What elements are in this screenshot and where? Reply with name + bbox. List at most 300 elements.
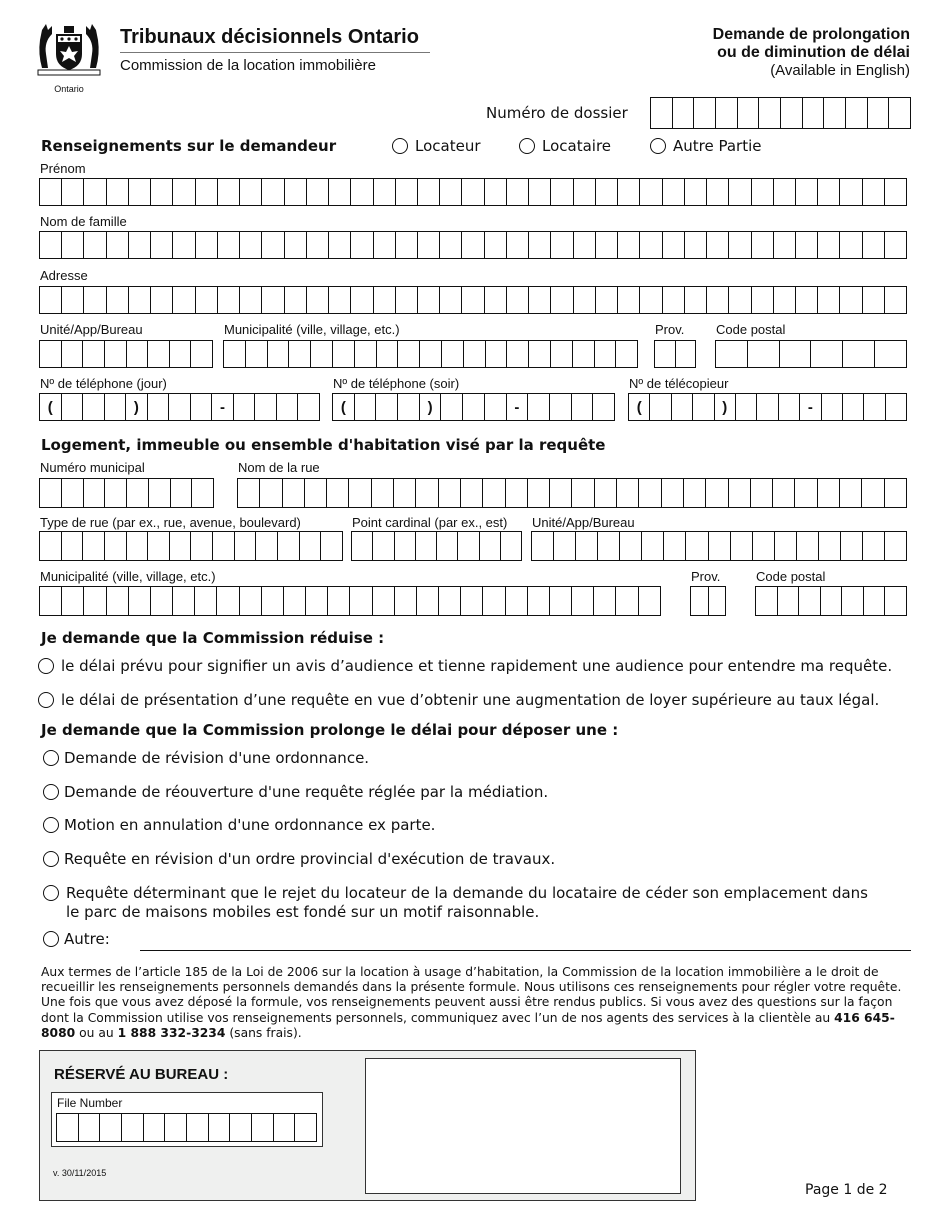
rental-prov-input-cell[interactable] xyxy=(708,587,726,615)
street-name-input-cell[interactable] xyxy=(438,479,460,507)
first-name-input-cell[interactable] xyxy=(884,179,906,205)
first-name-input-cell[interactable] xyxy=(106,179,128,205)
file-number-input-cell[interactable] xyxy=(715,98,737,128)
fax-input-cell[interactable] xyxy=(885,394,906,420)
address-input-cell[interactable] xyxy=(817,287,839,313)
direction-input-cell[interactable] xyxy=(394,532,415,560)
address-input-cell[interactable] xyxy=(150,287,172,313)
municipality-input-cell[interactable] xyxy=(310,341,332,367)
unit-input-cell[interactable] xyxy=(126,341,148,367)
last-name-input-cell[interactable] xyxy=(395,232,417,258)
phone-day-input-cell[interactable] xyxy=(276,394,298,420)
file-number-input-cell[interactable] xyxy=(737,98,759,128)
last-name-input-cell[interactable] xyxy=(106,232,128,258)
rental-municipality-input-cell[interactable] xyxy=(372,587,394,615)
office-file-number-input-cell[interactable] xyxy=(229,1114,251,1141)
street-name-input-cell[interactable] xyxy=(393,479,415,507)
municipality-input-cell[interactable] xyxy=(224,341,245,367)
first-name-input-cell[interactable] xyxy=(773,179,795,205)
extend-option-other-radio[interactable] xyxy=(43,931,59,947)
rental-unit-input-cell[interactable] xyxy=(796,532,818,560)
last-name-input-cell[interactable] xyxy=(306,232,328,258)
first-name-input-cell[interactable] xyxy=(751,179,773,205)
phone-evening-input[interactable] xyxy=(332,393,615,421)
street-name-input-cell[interactable] xyxy=(304,479,326,507)
first-name-input-cell[interactable] xyxy=(61,179,83,205)
first-name-input-cell[interactable] xyxy=(195,179,217,205)
direction-input-cell[interactable] xyxy=(479,532,500,560)
municipality-input-cell[interactable] xyxy=(615,341,637,367)
last-name-input-cell[interactable] xyxy=(373,232,395,258)
first-name-input-cell[interactable] xyxy=(128,179,150,205)
phone-evening-input-cell[interactable] xyxy=(375,394,397,420)
extend-option-work-order[interactable] xyxy=(43,850,555,868)
phone-day-input-cell[interactable] xyxy=(82,394,104,420)
street-name-input-cell[interactable] xyxy=(482,479,504,507)
role-tenant-radio[interactable] xyxy=(519,138,535,154)
last-name-input-cell[interactable] xyxy=(728,232,750,258)
rental-municipality-input-cell[interactable] xyxy=(571,587,593,615)
first-name-input-cell[interactable] xyxy=(662,179,684,205)
rental-municipality-input-cell[interactable] xyxy=(438,587,460,615)
address-input-cell[interactable] xyxy=(684,287,706,313)
office-file-number-input-cell[interactable] xyxy=(251,1114,273,1141)
address-input-cell[interactable] xyxy=(417,287,439,313)
municipality-input-cell[interactable] xyxy=(572,341,594,367)
rental-municipality-input-cell[interactable] xyxy=(83,587,105,615)
first-name-input-cell[interactable] xyxy=(284,179,306,205)
last-name-input-cell[interactable] xyxy=(350,232,372,258)
fax-input-cell[interactable] xyxy=(649,394,670,420)
street-name-input[interactable] xyxy=(237,478,907,508)
postal-input-cell[interactable] xyxy=(747,341,779,367)
street-number-input[interactable] xyxy=(39,478,214,508)
direction-input-cell[interactable] xyxy=(436,532,457,560)
prov-input[interactable] xyxy=(654,340,696,368)
first-name-input-cell[interactable] xyxy=(506,179,528,205)
first-name-input[interactable] xyxy=(39,178,907,206)
address-input-cell[interactable] xyxy=(373,287,395,313)
rental-unit-input[interactable] xyxy=(531,531,907,561)
phone-day-input-cell[interactable] xyxy=(297,394,319,420)
municipality-input-cell[interactable] xyxy=(376,341,398,367)
other-text-line[interactable] xyxy=(140,950,911,951)
extend-option-other[interactable] xyxy=(43,930,110,948)
address-input-cell[interactable] xyxy=(506,287,528,313)
last-name-input-cell[interactable] xyxy=(706,232,728,258)
phone-evening-input-cell[interactable] xyxy=(462,394,484,420)
address-input-cell[interactable] xyxy=(862,287,884,313)
street-name-input-cell[interactable] xyxy=(259,479,281,507)
street-name-input-cell[interactable] xyxy=(571,479,593,507)
unit-input-cell[interactable] xyxy=(82,341,104,367)
rental-unit-input-cell[interactable] xyxy=(553,532,575,560)
address-input-cell[interactable] xyxy=(350,287,372,313)
last-name-input-cell[interactable] xyxy=(439,232,461,258)
rental-unit-input-cell[interactable] xyxy=(708,532,730,560)
direction-input-cell[interactable] xyxy=(457,532,478,560)
street-name-input-cell[interactable] xyxy=(661,479,683,507)
address-input-cell[interactable] xyxy=(595,287,617,313)
rental-municipality-input-cell[interactable] xyxy=(40,587,61,615)
last-name-input-cell[interactable] xyxy=(817,232,839,258)
address-input-cell[interactable] xyxy=(128,287,150,313)
rental-postal-input[interactable] xyxy=(755,586,907,616)
rental-municipality-input-cell[interactable] xyxy=(460,587,482,615)
street-name-input-cell[interactable] xyxy=(371,479,393,507)
address-input-cell[interactable] xyxy=(61,287,83,313)
rental-municipality-input-cell[interactable] xyxy=(61,587,83,615)
street-number-input-cell[interactable] xyxy=(40,479,61,507)
last-name-input-cell[interactable] xyxy=(150,232,172,258)
office-file-number-input-cell[interactable] xyxy=(99,1114,121,1141)
last-name-input-cell[interactable] xyxy=(128,232,150,258)
last-name-input-cell[interactable] xyxy=(40,232,61,258)
rental-unit-input-cell[interactable] xyxy=(774,532,796,560)
municipality-input-cell[interactable] xyxy=(245,341,267,367)
unit-input-cell[interactable] xyxy=(169,341,191,367)
rental-unit-input-cell[interactable] xyxy=(619,532,641,560)
last-name-input-cell[interactable] xyxy=(284,232,306,258)
street-type-input-cell[interactable] xyxy=(190,532,212,560)
office-file-number-input-cell[interactable] xyxy=(57,1114,78,1141)
last-name-input-cell[interactable] xyxy=(217,232,239,258)
rental-municipality-input-cell[interactable] xyxy=(394,587,416,615)
street-name-input-cell[interactable] xyxy=(348,479,370,507)
rental-postal-input-cell[interactable] xyxy=(798,587,820,615)
street-type-input-cell[interactable] xyxy=(147,532,169,560)
office-file-number-input-cell[interactable] xyxy=(294,1114,316,1141)
phone-day-input-cell[interactable] xyxy=(190,394,212,420)
last-name-input-cell[interactable] xyxy=(617,232,639,258)
rental-unit-input-cell[interactable] xyxy=(818,532,840,560)
street-name-input-cell[interactable] xyxy=(549,479,571,507)
municipality-input-cell[interactable] xyxy=(419,341,441,367)
first-name-input-cell[interactable] xyxy=(817,179,839,205)
street-type-input-cell[interactable] xyxy=(234,532,256,560)
rental-postal-input-cell[interactable] xyxy=(863,587,885,615)
first-name-input-cell[interactable] xyxy=(706,179,728,205)
address-input-cell[interactable] xyxy=(439,287,461,313)
address-input-cell[interactable] xyxy=(728,287,750,313)
office-file-number-input-cell[interactable] xyxy=(143,1114,165,1141)
address-input-cell[interactable] xyxy=(239,287,261,313)
file-number-input[interactable] xyxy=(650,97,911,129)
prov-input-cell[interactable] xyxy=(655,341,675,367)
extend-option-ex-parte[interactable] xyxy=(43,816,435,834)
municipality-input-cell[interactable] xyxy=(397,341,419,367)
rental-unit-input-cell[interactable] xyxy=(840,532,862,560)
rental-municipality-input-cell[interactable] xyxy=(194,587,216,615)
last-name-input-cell[interactable] xyxy=(328,232,350,258)
street-name-input-cell[interactable] xyxy=(415,479,437,507)
phone-day-input-cell[interactable] xyxy=(104,394,126,420)
street-name-input-cell[interactable] xyxy=(594,479,616,507)
street-name-input-cell[interactable] xyxy=(705,479,727,507)
street-name-input-cell[interactable] xyxy=(861,479,883,507)
postal-input-cell[interactable] xyxy=(842,341,874,367)
street-type-input-cell[interactable] xyxy=(126,532,148,560)
last-name-input-cell[interactable] xyxy=(484,232,506,258)
street-number-input-cell[interactable] xyxy=(148,479,170,507)
office-file-number-input-cell[interactable] xyxy=(78,1114,100,1141)
street-name-input-cell[interactable] xyxy=(683,479,705,507)
postal-input-cell[interactable] xyxy=(874,341,906,367)
address-input-cell[interactable] xyxy=(261,287,283,313)
first-name-input-cell[interactable] xyxy=(239,179,261,205)
street-name-input-cell[interactable] xyxy=(282,479,304,507)
rental-municipality-input-cell[interactable] xyxy=(239,587,261,615)
unit-input-cell[interactable] xyxy=(40,341,61,367)
address-input-cell[interactable] xyxy=(172,287,194,313)
file-number-input-cell[interactable] xyxy=(651,98,672,128)
street-name-input-cell[interactable] xyxy=(326,479,348,507)
first-name-input-cell[interactable] xyxy=(417,179,439,205)
fax-input-cell[interactable] xyxy=(756,394,777,420)
rental-unit-input-cell[interactable] xyxy=(532,532,553,560)
phone-evening-input-cell[interactable] xyxy=(592,394,614,420)
phone-evening-input-cell[interactable] xyxy=(397,394,419,420)
rental-municipality-input-cell[interactable] xyxy=(638,587,660,615)
postal-input-cell[interactable] xyxy=(779,341,811,367)
office-file-number-input-cell[interactable] xyxy=(208,1114,230,1141)
role-tenant[interactable] xyxy=(519,137,611,155)
rental-postal-input-cell[interactable] xyxy=(820,587,842,615)
municipality-input-cell[interactable] xyxy=(288,341,310,367)
file-number-input-cell[interactable] xyxy=(823,98,845,128)
municipality-input-cell[interactable] xyxy=(485,341,507,367)
street-name-input-cell[interactable] xyxy=(460,479,482,507)
first-name-input-cell[interactable] xyxy=(328,179,350,205)
first-name-input-cell[interactable] xyxy=(862,179,884,205)
last-name-input-cell[interactable] xyxy=(573,232,595,258)
phone-day-input-cell[interactable] xyxy=(147,394,169,420)
street-name-input-cell[interactable] xyxy=(527,479,549,507)
file-number-input-cell[interactable] xyxy=(780,98,802,128)
last-name-input-cell[interactable] xyxy=(639,232,661,258)
rental-municipality-input-cell[interactable] xyxy=(505,587,527,615)
reduce-option-rent[interactable] xyxy=(38,691,879,709)
municipality-input-cell[interactable] xyxy=(594,341,616,367)
street-name-input-cell[interactable] xyxy=(728,479,750,507)
address-input-cell[interactable] xyxy=(617,287,639,313)
phone-evening-input-cell[interactable] xyxy=(354,394,376,420)
first-name-input-cell[interactable] xyxy=(350,179,372,205)
street-number-input-cell[interactable] xyxy=(170,479,192,507)
unit-input-cell[interactable] xyxy=(147,341,169,367)
rental-municipality-input-cell[interactable] xyxy=(416,587,438,615)
phone-evening-input-cell[interactable] xyxy=(484,394,506,420)
extend-option-review-radio[interactable] xyxy=(43,750,59,766)
direction-input-cell[interactable] xyxy=(415,532,436,560)
direction-input-cell[interactable] xyxy=(500,532,521,560)
fax-input[interactable] xyxy=(628,393,907,421)
role-landlord-radio[interactable] xyxy=(392,138,408,154)
street-number-input-cell[interactable] xyxy=(61,479,83,507)
first-name-input-cell[interactable] xyxy=(595,179,617,205)
rental-municipality-input-cell[interactable] xyxy=(172,587,194,615)
phone-day-input-cell[interactable] xyxy=(254,394,276,420)
rental-unit-input-cell[interactable] xyxy=(862,532,884,560)
direction-input-cell[interactable] xyxy=(372,532,393,560)
municipality-input[interactable] xyxy=(223,340,638,368)
street-number-input-cell[interactable] xyxy=(191,479,213,507)
rental-municipality-input-cell[interactable] xyxy=(327,587,349,615)
rental-prov-input[interactable] xyxy=(690,586,726,616)
rental-municipality-input-cell[interactable] xyxy=(128,587,150,615)
phone-evening-input-cell[interactable] xyxy=(440,394,462,420)
direction-input-cell[interactable] xyxy=(352,532,372,560)
reduce-option-rent-radio[interactable] xyxy=(38,692,54,708)
first-name-input-cell[interactable] xyxy=(395,179,417,205)
rental-unit-input-cell[interactable] xyxy=(884,532,906,560)
municipality-input-cell[interactable] xyxy=(506,341,528,367)
address-input-cell[interactable] xyxy=(217,287,239,313)
street-name-input-cell[interactable] xyxy=(505,479,527,507)
fax-input-cell[interactable] xyxy=(863,394,884,420)
address-input-cell[interactable] xyxy=(461,287,483,313)
first-name-input-cell[interactable] xyxy=(306,179,328,205)
first-name-input-cell[interactable] xyxy=(373,179,395,205)
phone-day-input-cell[interactable] xyxy=(168,394,190,420)
first-name-input-cell[interactable] xyxy=(150,179,172,205)
address-input-cell[interactable] xyxy=(395,287,417,313)
street-type-input-cell[interactable] xyxy=(277,532,299,560)
street-type-input-cell[interactable] xyxy=(104,532,126,560)
address-input-cell[interactable] xyxy=(884,287,906,313)
rental-unit-input-cell[interactable] xyxy=(641,532,663,560)
file-number-input-cell[interactable] xyxy=(802,98,824,128)
role-other[interactable] xyxy=(650,137,762,155)
last-name-input-cell[interactable] xyxy=(684,232,706,258)
street-type-input-cell[interactable] xyxy=(169,532,191,560)
rental-postal-input-cell[interactable] xyxy=(756,587,777,615)
unit-input-cell[interactable] xyxy=(190,341,212,367)
rental-unit-input-cell[interactable] xyxy=(752,532,774,560)
last-name-input-cell[interactable] xyxy=(461,232,483,258)
address-input-cell[interactable] xyxy=(751,287,773,313)
address-input-cell[interactable] xyxy=(528,287,550,313)
street-name-input-cell[interactable] xyxy=(616,479,638,507)
first-name-input-cell[interactable] xyxy=(839,179,861,205)
unit-input-cell[interactable] xyxy=(61,341,83,367)
extend-option-mediation[interactable] xyxy=(43,783,548,801)
prov-input-cell[interactable] xyxy=(675,341,696,367)
first-name-input-cell[interactable] xyxy=(439,179,461,205)
rental-postal-input-cell[interactable] xyxy=(841,587,863,615)
street-name-input-cell[interactable] xyxy=(750,479,772,507)
rental-municipality-input-cell[interactable] xyxy=(261,587,283,615)
office-file-number-input[interactable] xyxy=(56,1113,317,1142)
street-type-input-cell[interactable] xyxy=(299,532,321,560)
street-type-input-cell[interactable] xyxy=(212,532,234,560)
last-name-input-cell[interactable] xyxy=(83,232,105,258)
last-name-input-cell[interactable] xyxy=(550,232,572,258)
address-input[interactable] xyxy=(39,286,907,314)
address-input-cell[interactable] xyxy=(484,287,506,313)
rental-municipality-input-cell[interactable] xyxy=(305,587,327,615)
phone-evening-input-cell[interactable] xyxy=(549,394,571,420)
rental-municipality-input-cell[interactable] xyxy=(482,587,504,615)
first-name-input-cell[interactable] xyxy=(639,179,661,205)
street-number-input-cell[interactable] xyxy=(83,479,105,507)
rental-prov-input-cell[interactable] xyxy=(691,587,708,615)
first-name-input-cell[interactable] xyxy=(728,179,750,205)
extend-option-mediation-radio[interactable] xyxy=(43,784,59,800)
municipality-input-cell[interactable] xyxy=(441,341,463,367)
unit-input[interactable] xyxy=(39,340,213,368)
address-input-cell[interactable] xyxy=(284,287,306,313)
address-input-cell[interactable] xyxy=(40,287,61,313)
rental-unit-input-cell[interactable] xyxy=(575,532,597,560)
rental-unit-input-cell[interactable] xyxy=(663,532,685,560)
street-name-input-cell[interactable] xyxy=(238,479,259,507)
extend-option-work-order-radio[interactable] xyxy=(43,851,59,867)
street-type-input-cell[interactable] xyxy=(61,532,83,560)
street-name-input-cell[interactable] xyxy=(638,479,660,507)
first-name-input-cell[interactable] xyxy=(573,179,595,205)
reduce-option-hearing-radio[interactable] xyxy=(38,658,54,674)
address-input-cell[interactable] xyxy=(550,287,572,313)
first-name-input-cell[interactable] xyxy=(528,179,550,205)
rental-municipality-input-cell[interactable] xyxy=(527,587,549,615)
last-name-input-cell[interactable] xyxy=(839,232,861,258)
street-name-input-cell[interactable] xyxy=(839,479,861,507)
first-name-input-cell[interactable] xyxy=(484,179,506,205)
address-input-cell[interactable] xyxy=(662,287,684,313)
file-number-input-cell[interactable] xyxy=(867,98,889,128)
street-type-input-cell[interactable] xyxy=(82,532,104,560)
extend-option-mobile-home-radio[interactable] xyxy=(43,885,59,901)
phone-evening-input-cell[interactable] xyxy=(527,394,549,420)
first-name-input-cell[interactable] xyxy=(83,179,105,205)
municipality-input-cell[interactable] xyxy=(550,341,572,367)
rental-municipality-input[interactable] xyxy=(39,586,661,616)
address-input-cell[interactable] xyxy=(83,287,105,313)
municipality-input-cell[interactable] xyxy=(332,341,354,367)
address-input-cell[interactable] xyxy=(639,287,661,313)
rental-municipality-input-cell[interactable] xyxy=(150,587,172,615)
first-name-input-cell[interactable] xyxy=(684,179,706,205)
rental-municipality-input-cell[interactable] xyxy=(549,587,571,615)
fax-input-cell[interactable] xyxy=(671,394,692,420)
phone-day-input-cell[interactable] xyxy=(233,394,255,420)
fax-input-cell[interactable] xyxy=(692,394,713,420)
office-file-number-input-cell[interactable] xyxy=(273,1114,295,1141)
office-file-number-input-cell[interactable] xyxy=(164,1114,186,1141)
unit-input-cell[interactable] xyxy=(104,341,126,367)
last-name-input-cell[interactable] xyxy=(239,232,261,258)
last-name-input[interactable] xyxy=(39,231,907,259)
fax-input-cell[interactable] xyxy=(821,394,842,420)
last-name-input-cell[interactable] xyxy=(751,232,773,258)
last-name-input-cell[interactable] xyxy=(195,232,217,258)
file-number-input-cell[interactable] xyxy=(693,98,715,128)
phone-day-input[interactable] xyxy=(39,393,320,421)
address-input-cell[interactable] xyxy=(573,287,595,313)
rental-municipality-input-cell[interactable] xyxy=(106,587,128,615)
first-name-input-cell[interactable] xyxy=(550,179,572,205)
fax-input-cell[interactable] xyxy=(735,394,756,420)
file-number-input-cell[interactable] xyxy=(758,98,780,128)
fax-input-cell[interactable] xyxy=(842,394,863,420)
last-name-input-cell[interactable] xyxy=(884,232,906,258)
postal-input-cell[interactable] xyxy=(716,341,747,367)
first-name-input-cell[interactable] xyxy=(617,179,639,205)
last-name-input-cell[interactable] xyxy=(261,232,283,258)
street-name-input-cell[interactable] xyxy=(884,479,906,507)
street-type-input[interactable] xyxy=(39,531,343,561)
